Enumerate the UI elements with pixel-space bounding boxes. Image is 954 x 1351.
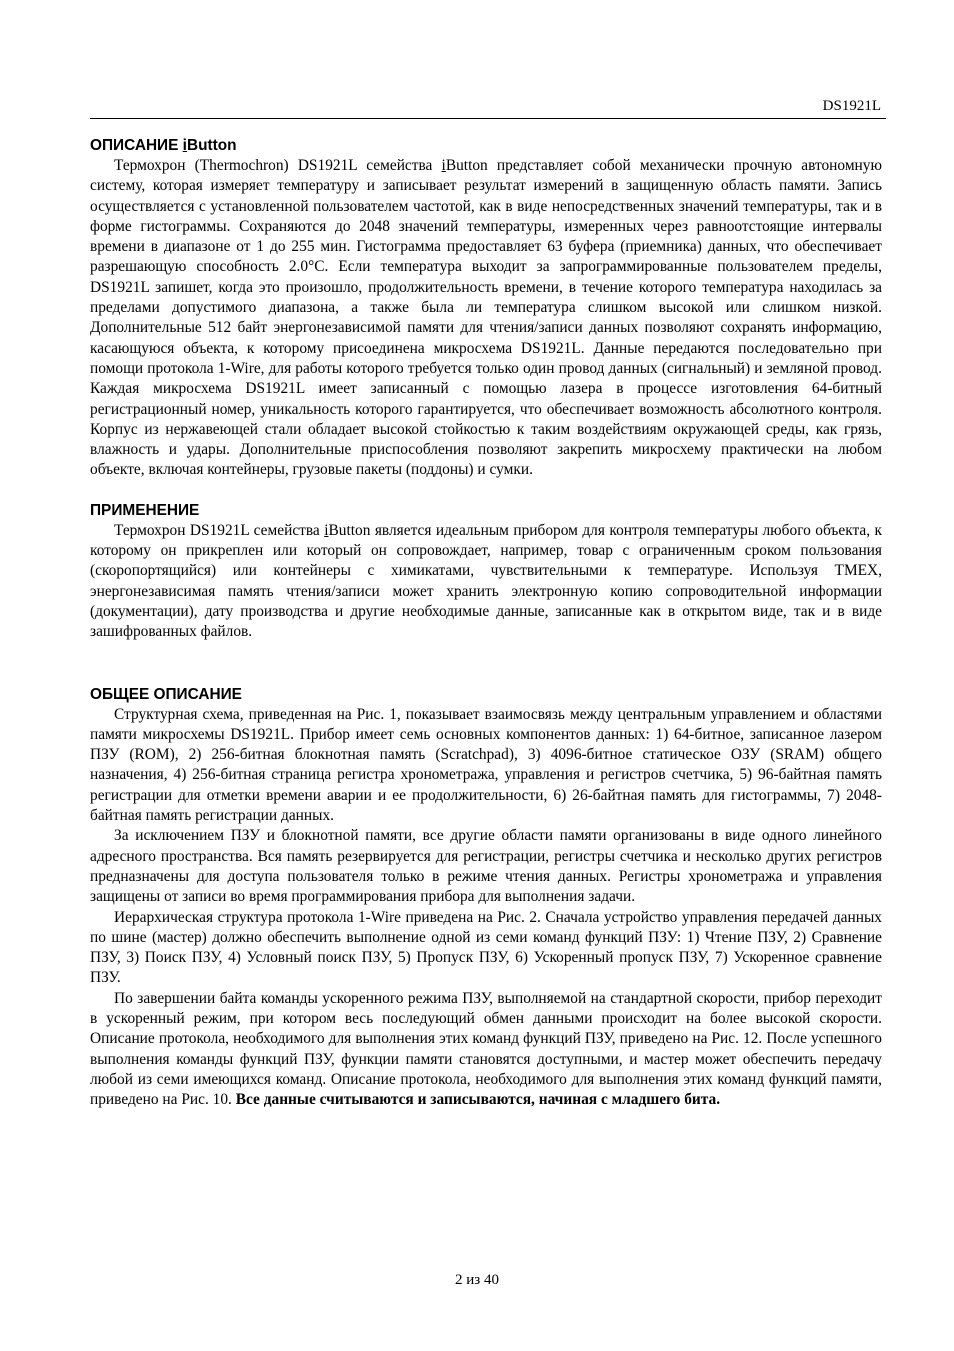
header-doc-id: DS1921L <box>822 98 881 114</box>
page-content <box>90 136 882 1110</box>
header-rule <box>90 118 886 119</box>
general-paragraph-3: Иерархическая структура протокола 1-Wire приведена на Рис. 2. Сначала устройство управления передачей данных по шине (мастер) должно обеспечить выполнение одной из семи команд функций ПЗУ: 1) Чтение ПЗУ, 2) Сравнение ПЗУ, 3) Поиск ПЗУ, 4) Условный поиск ПЗУ, 5) Пропуск ПЗУ, 6) Ускоренный пропуск ПЗУ, 7) Ускоренное сравнение ПЗУ. <box>90 908 882 987</box>
ibutton-i: i <box>441 157 446 174</box>
general-paragraph-4 <box>90 989 882 1111</box>
bold-note: Все данные считываются и записываются, начиная с младшего бита. <box>235 1091 721 1109</box>
paragraph-text: Термохрон (Thermochron) DS1921L семейства <box>114 157 442 174</box>
application-paragraph <box>90 521 882 643</box>
paragraph-text: По завершении байта команды ускоренного режима ПЗУ, выполняемой на стандартной скорости, прибор переходит в ускоренный режим, при котором весь последующий обмен данными происходит на более высокой скорости. Описание протокола, необходимого для выполнения этих команд функций ПЗУ, приведено на Рис. 12. После успешного выполнения команды функций ПЗУ, функции памяти становятся доступными, и мастер может обеспечить передачу любой из семи имеющихся команд. Описание протокола, необходимого для выполнения этих команд функций памяти, приведено на Рис. 10. <box>90 989 882 1109</box>
section-heading-description <box>90 136 882 156</box>
paragraph-text: Button представляет собой механически прочную автономную систему, которая измеряет температуру и записывает результат измерений в защищенную область памяти. Запись осуществляется с установленной пользователем частотой, как в виде непосредственных значений температуры, так и в форме гистограммы. Сохраняются до 2048 значений температуры, измеренных через равноотстоящие интервалы времени в диапазоне от 1 до 255 мин. Гистограмма предоставляет 63 буфера (приемника) данных, что обеспечивает разрешающую способность 2.0°C. Если температура выходит за запрограммированные пользователем пределы, DS1921L запишет, когда это произошло, продолжительность времени, в течение которого температура находилась за пределами допустимого диапазона, а также была ли температура слишком высокой или слишком низкой. Дополнительные 512 байт энергонезависимой памяти для чтения/записи данных позволяют сохранять информацию, касающуюся объекта, к которому присоединена микросхема DS1921L. Данные передаются последовательно при помощи протокола 1-Wire, для работы которого требуется только один провод данных (сигнальный) и земляной провод. Каждая микросхема DS1921L имеет записанный с помощью лазера в процессе изготовления 64-битный регистрационный номер, уникальность которого гарантируется, что обеспечивает возможность абсолютного контроля. Корпус из нержавеющей стали обладает высокой стойкостью к таким воздействиям окружающей среды, как грязь, влажность и удары. Дополнительные приспособления позволяют закрепить микросхему практически на любом объекте, включая контейнеры, грузовые пакеты (поддоны) и сумки. <box>90 157 882 479</box>
heading-ibutton-i: i <box>182 137 187 154</box>
paragraph-text: Button является идеальным прибором для контроля температуры любого объекта, к которому он прикреплен или который он сопровождает, например, товар с ограниченным сроком пользования (скоропортящийся) или контейнеры с химикатами, чувствительными к температуре. Используя TMEX, энергонезависимая память чтения/записи может хранить электронную копию сопроводительной информации (документации), дату производства и другие необходимые данные, записанные как в открытом виде, так и в виде зашифрованных файлов. <box>90 521 882 641</box>
description-paragraph <box>90 156 882 481</box>
general-paragraph-2: За исключением ПЗУ и блокнотной памяти, все другие области памяти организованы в виде одного линейного адресного пространства. Вся память резервируется для регистрации, регистры счетчика и несколько других регистров предназначены для доступа пользователя только в режиме чтения данных. Регистры хронометража и управления защищены от записи во время программирования прибора для выполнения задачи. <box>90 827 882 906</box>
heading-ibutton-rest: Button <box>186 137 237 154</box>
general-paragraph-1: Структурная схема, приведенная на Рис. 1, показывает взаимосвязь между центральным управлением и областями памяти микросхемы DS1921L. Прибор имеет семь основных компонентов данных: 1) 64-битное, записанное лазером ПЗУ (ROM), 2) 256-битная блокнотная память (Scratchpad), 3) 4096-битное статическое ОЗУ (SRAM) общего назначения, 4) 256-битная страница регистра хронометража, управления и регистров счетчика, 5) 96-байтная память регистрации для отметки времени аварии и ее продолжительности, 6) 26-байтная память для гистограммы, 7) 2048-байтная память регистрации данных. <box>90 705 882 825</box>
section-heading-general: ОБЩЕЕ ОПИСАНИЕ <box>90 685 242 703</box>
ibutton-i: i <box>324 521 329 539</box>
page-number: 2 из 40 <box>455 1272 499 1288</box>
paragraph-text: Термохрон DS1921L семейства <box>114 521 325 539</box>
heading-text: ОПИСАНИЕ <box>90 137 183 154</box>
section-heading-application: ПРИМЕНЕНИЕ <box>90 501 200 519</box>
